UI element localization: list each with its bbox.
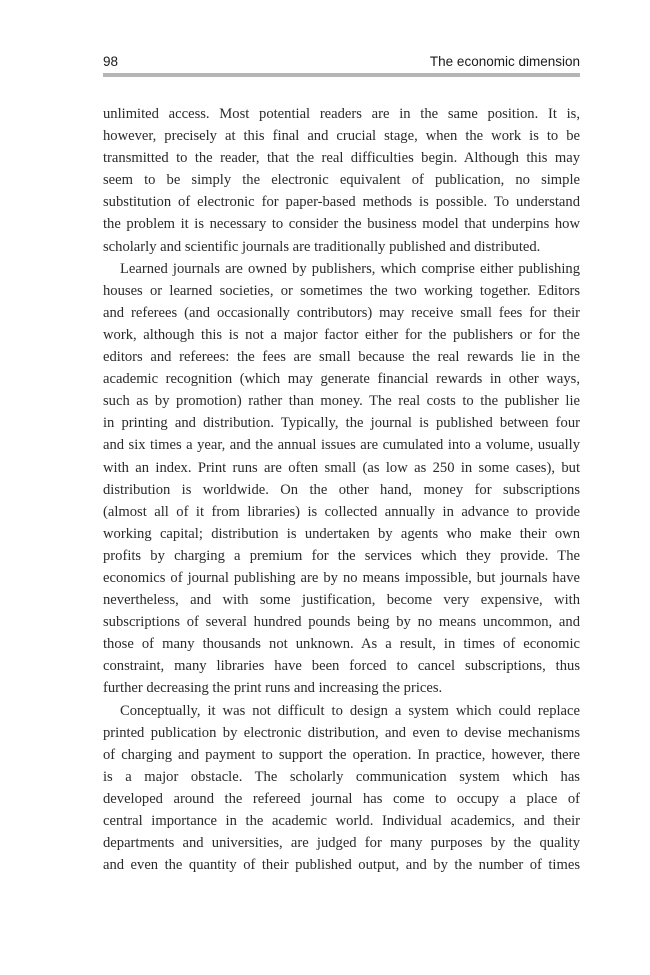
text-line: houses or learned societies, or sometimes the two working together. Editors bbox=[103, 282, 580, 299]
text-line: central importance in the academic world. Individual academics, and their bbox=[103, 813, 580, 829]
text-line: editors and referees: the fees are small because the real rewards lie in the bbox=[103, 349, 580, 366]
text-line: and even the quantity of their published output, and by the number of times bbox=[103, 857, 580, 874]
text-line: profits by charging a premium for the services which they provide. The bbox=[103, 547, 580, 564]
text-line: however, precisely at this final and crucial stage, when the work is to be bbox=[103, 128, 580, 145]
text-line: unlimited access. Most potential readers are in the same position. It is, bbox=[103, 106, 580, 122]
text-line: transmitted to the reader, that the real difficulties begin. Although this may bbox=[103, 150, 580, 167]
text-line: is a major obstacle. The scholarly communication system which has bbox=[103, 768, 580, 785]
page-header bbox=[103, 54, 580, 72]
text-line: scholarly and scientific journals are traditionally published and distributed. bbox=[103, 238, 541, 255]
text-line: distribution is worldwide. On the other hand, money for subscriptions bbox=[103, 481, 580, 498]
text-line: subscriptions of several hundred pounds being by no means uncommon, and bbox=[103, 614, 580, 631]
page-number: 98 bbox=[103, 54, 119, 69]
text-line: and six times a year, and the annual issues are cumulated into a volume, usually bbox=[103, 437, 580, 454]
text-line: further decreasing the print runs and increasing the prices. bbox=[103, 680, 443, 697]
text-line: printed publication by electronic distribution, and even to devise mechanisms bbox=[103, 724, 580, 741]
text-line: economics of journal publishing are by no means impossible, but journals have bbox=[103, 569, 580, 586]
text-line: constraint, many libraries have been forced to cancel subscriptions, thus bbox=[103, 658, 580, 675]
text-line: working capital; distribution is undertaken by agents who make their own bbox=[103, 525, 580, 542]
text-line: seem to be simply the electronic equivalent of publication, no simple bbox=[103, 172, 580, 189]
text-line: academic recognition (which may generate financial rewards in other ways, bbox=[103, 371, 580, 388]
text-line: of charging and payment to support the operation. In practice, however, there bbox=[103, 746, 580, 763]
text-line: substitution of electronic for paper-based methods is possible. To understand bbox=[103, 194, 580, 211]
text-line: such as by promotion) rather than money. The real costs to the publisher lie bbox=[103, 393, 580, 410]
header-rule bbox=[103, 73, 580, 77]
text-line: in printing and distribution. Typically, the journal is published between four bbox=[103, 415, 580, 432]
text-line: those of many thousands not unknown. As a result, in times of economic bbox=[103, 636, 580, 653]
text-line: departments and universities, are judged for many purposes by the quality bbox=[103, 835, 580, 852]
text-line: nevertheless, and with some justification, become very expensive, with bbox=[103, 592, 580, 609]
text-line: developed around the refereed journal has come to occupy a place of bbox=[103, 790, 580, 807]
text-line: Learned journals are owned by publishers, which comprise either publishing bbox=[120, 260, 580, 277]
text-line: the problem it is necessary to consider the business model that underpins how bbox=[103, 216, 580, 233]
text-line: Conceptually, it was not difficult to design a system which could replace bbox=[120, 702, 580, 719]
text-line: (almost all of it from libraries) is collected annually in advance to provide bbox=[103, 503, 580, 520]
body-text bbox=[103, 103, 580, 876]
text-line: work, although this is not a major factor either for the publishers or for the bbox=[103, 326, 580, 343]
text-line: and referees (and occasionally contributors) may receive small fees for their bbox=[103, 304, 580, 321]
running-head: The economic dimension bbox=[429, 54, 580, 69]
text-line: with an index. Print runs are often small (as low as 250 in some cases), but bbox=[103, 459, 580, 476]
